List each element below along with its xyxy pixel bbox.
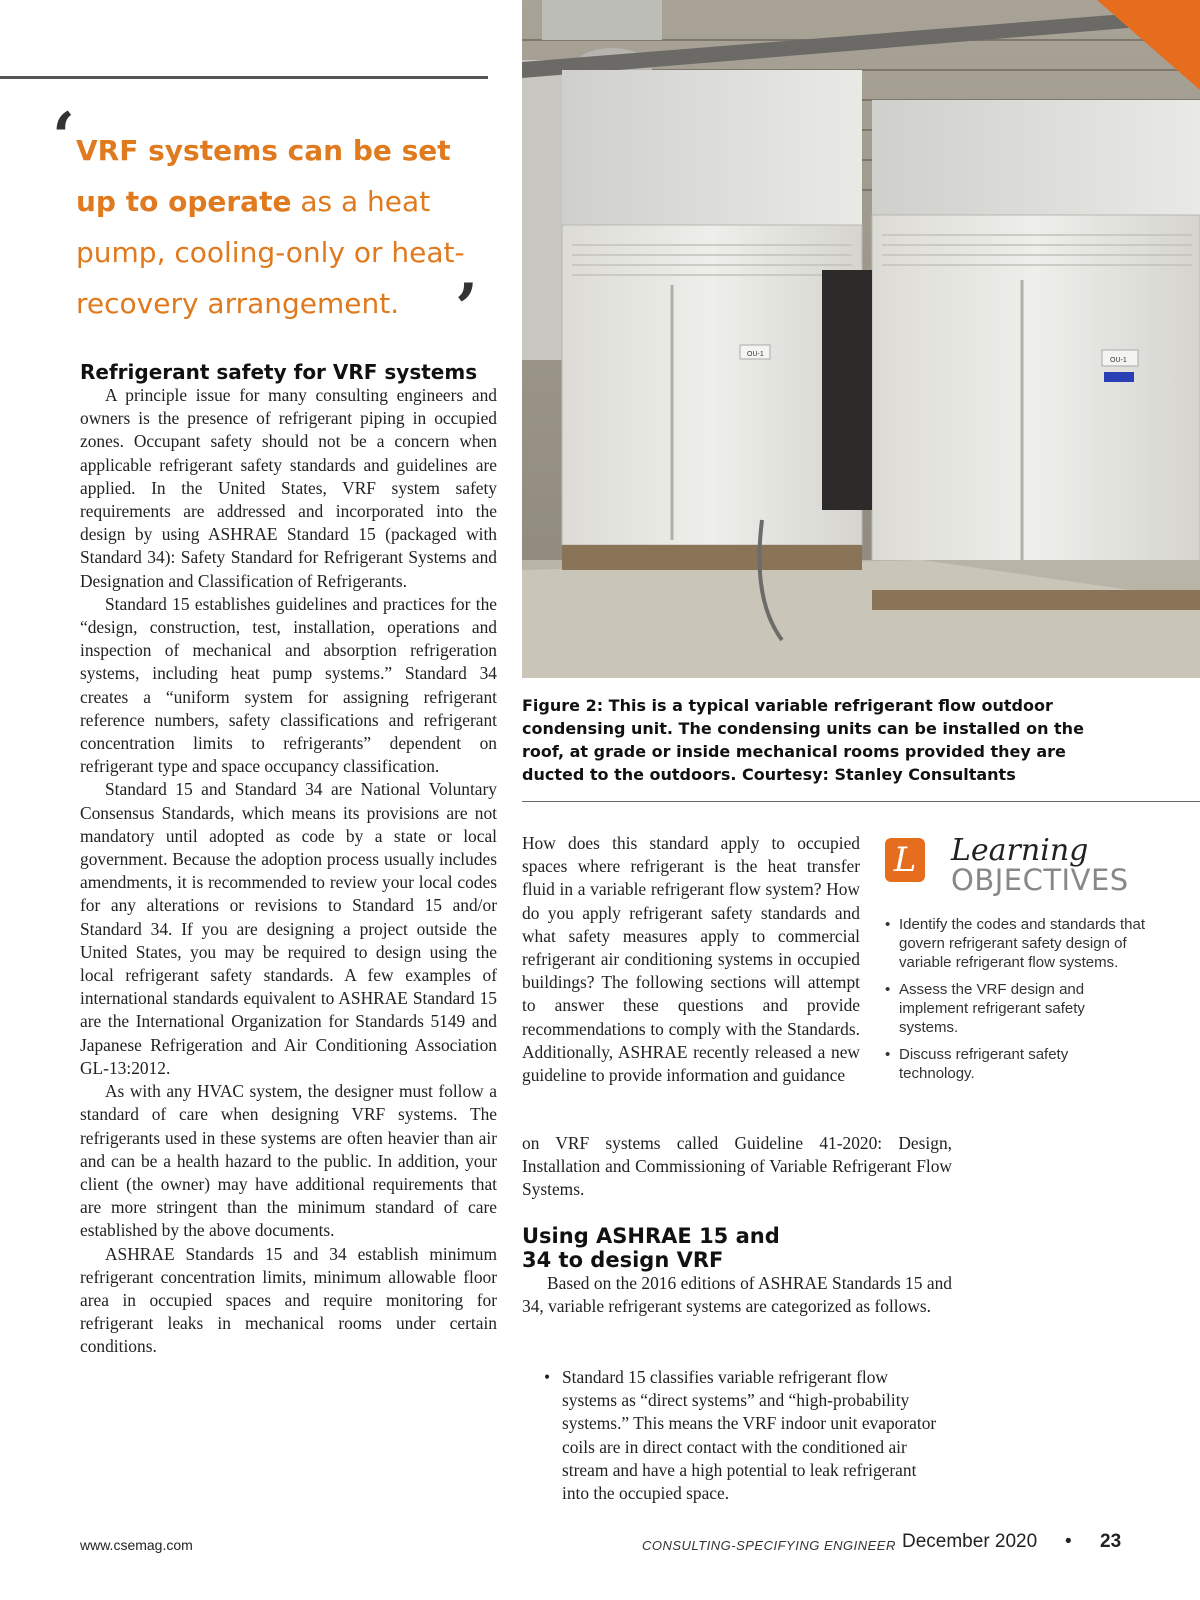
paragraph: Standard 15 and Standard 34 are National Voluntary Consensus Standards, which means its provisions are not mandatory until adopted as code by a state or local government. Because the adoption process usually includes amendments, it is recommended to review your local codes for any alterations or revisions to Standard 15 and/or Standard 34. If you are designing a project outside the United States, you may be required to design using the local refrigerant safety standards. A few examples of international standards equivalent to ASHRAE Standard 15 are the International Organization for Standards 5149 and Japanese Refrigeration and Air Conditioning Association GL-13:2012. <box>80 779 497 1078</box>
top-rule <box>0 76 488 79</box>
learning-objectives-logo: L <box>885 838 925 882</box>
paragraph: As with any HVAC system, the designer must follow a standard of care when designing VRF systems. The refrigerants used in these systems are often heavier than air and can be a health hazard to the public. In addition, your client (the owner) may have additional requirements that are more stringent than the minimum standard of care established by the above documents. <box>80 1081 497 1241</box>
learning-objectives-subtitle: OBJECTIVES <box>951 863 1129 897</box>
list-item: • Standard 15 classifies variable refrigerant flow systems as “direct systems” and “high-probability systems.” This means the VRF indoor unit evaporator coils are in direct contact with the conditioned air stream and have a high potential to leak refrigerant into the occupied space. <box>550 1366 942 1505</box>
condensing-unit-photo <box>522 0 1200 678</box>
footer-separator: • <box>1065 1531 1072 1552</box>
middle-column-text <box>522 832 860 1087</box>
section-heading-line1: Using ASHRAE 15 and <box>522 1224 780 1248</box>
footer-url[interactable]: www.csemag.com <box>80 1537 193 1553</box>
left-column <box>80 360 497 1359</box>
middle-column-continuation <box>522 1132 952 1202</box>
open-quote-mark: ‘ <box>52 98 75 176</box>
list-item: • Assess the VRF design and implement refrigerant safety systems. <box>885 980 1145 1037</box>
paragraph: ASHRAE Standards 15 and 34 establish minimum refrigerant concentration limits, minimum allowable floor area in occupied spaces and require monitoring for refrigerant leaks in mechanical rooms under certain conditions. <box>80 1243 497 1357</box>
figure-caption: Figure 2: This is a typical variable refrigerant flow outdoor condensing unit. The condensing units can be installed on the roof, at grade or inside mechanical rooms provided they are ducted to the outdoors. Courtesy: Stanley Consultants <box>522 696 1084 784</box>
pull-quote-bold: VRF systems can be set up to operate <box>76 134 451 218</box>
pull-quote-regular: as a heat pump, cooling-only or heat-recovery arrangement. <box>76 185 465 320</box>
footer-magazine-name: CONSULTING-SPECIFYING ENGINEER <box>642 1538 896 1553</box>
paragraph: A principle issue for many consulting engineers and owners is the presence of refrigerant piping in occupied zones. Occupant safety should not be a concern when applicable refrigerant safety standards and guidelines are applied. In the United States, VRF system safety requirements are addressed and incorporated into the design by using ASHRAE Standard 15 (packaged with Standard 34): Safety Standard for Refrigerant Systems and Designation and Classification of Refrigerants. <box>80 385 497 591</box>
learning-objectives-list <box>885 915 1145 1091</box>
paragraph: Based on the 2016 editions of ASHRAE Standards 15 and 34, variable refrigerant systems are categorized as follows. <box>522 1273 952 1317</box>
unit-label-left: OU-1 <box>747 351 764 358</box>
section-heading-refrigerant-safety: Refrigerant safety for VRF systems <box>80 360 478 384</box>
page-number: 23 <box>1100 1531 1122 1552</box>
divider <box>522 801 1200 802</box>
paragraph: on VRF systems called Guideline 41-2020: Design, Installation and Commissioning of Variable Refrigerant Flow Systems. <box>522 1133 952 1200</box>
list-item: • Identify the codes and standards that govern refrigerant safety design of variable refrigerant flow systems. <box>885 915 1145 972</box>
list-item: • Discuss refrigerant safety technology. <box>885 1045 1145 1083</box>
paragraph: Standard 15 establishes guidelines and practices for the “design, construction, test, installation, operations and inspection of mechanical and absorption refrigeration systems, including heat pump systems.” Standard 34 creates a “uniform system for assigning refrigerant reference numbers, safety classifications and refrigerant concentration limits to refrigerants” dependent on refrigerant type and space occupancy classification. <box>80 593 497 777</box>
bullet-list <box>550 1366 942 1505</box>
paragraph: How does this standard apply to occupied spaces where refrigerant is the heat transfer fluid in a variable refrigerant flow system? How do you apply refrigerant safety standards and what safety measures apply to commercial refrigerant air conditioning systems in occupied buildings? The following sections will attempt to answer these questions and provide recommendations to comply with the Standards. Additionally, ASHRAE recently released a new guideline to provide information and guidance <box>522 833 860 1086</box>
learning-objectives-title: Learning <box>951 833 1089 868</box>
unit-label-right: OU-1 <box>1110 357 1127 364</box>
pull-quote <box>76 125 496 329</box>
section-heading-line2: 34 to design VRF <box>522 1248 724 1272</box>
section-ashrae-design <box>522 1224 952 1318</box>
footer-date: December 2020 <box>902 1531 1038 1552</box>
close-quote-mark: ’ <box>455 269 478 347</box>
